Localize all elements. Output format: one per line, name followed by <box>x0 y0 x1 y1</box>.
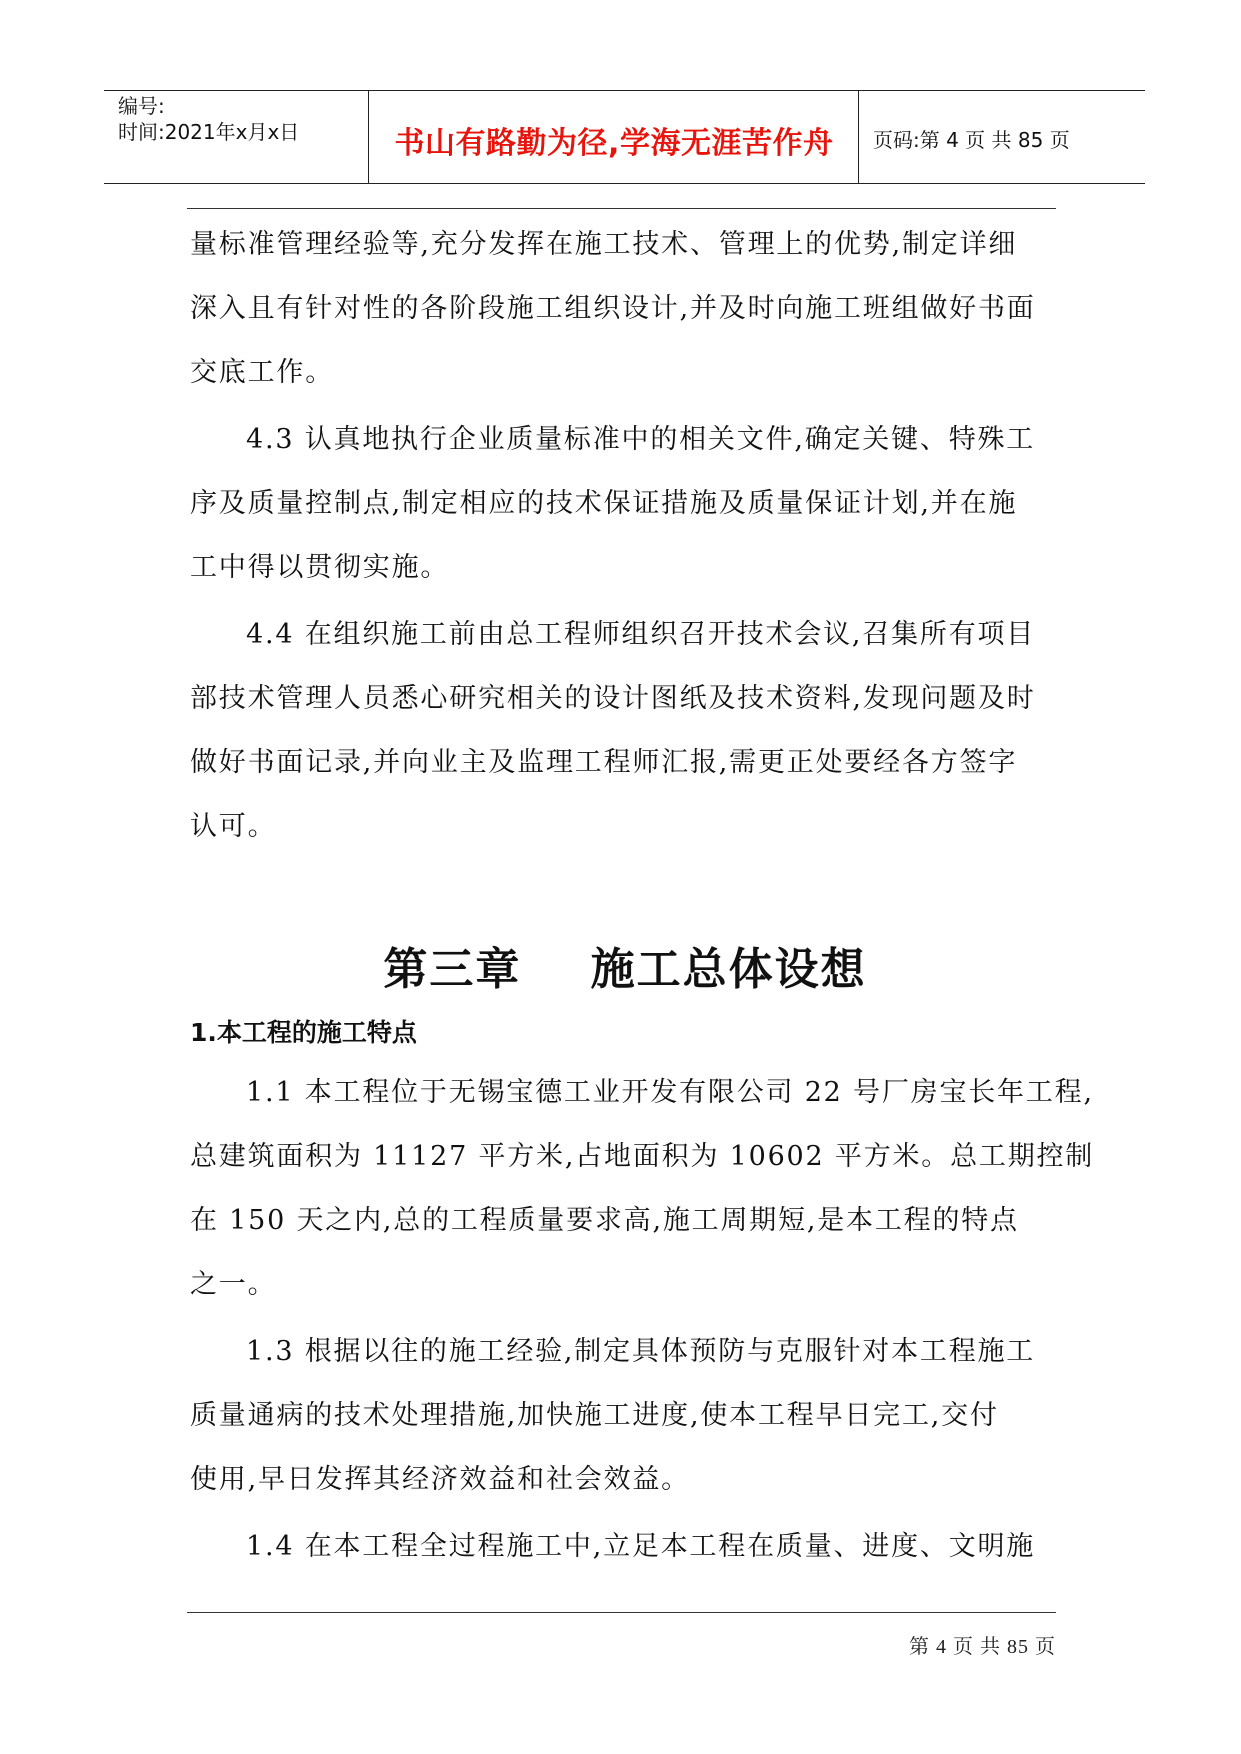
body-line: 4.3 认真地执行企业质量标准中的相关文件,确定关键、特殊工 <box>246 424 1036 455</box>
section-line: 在 150 天之内,总的工程质量要求高,施工周期短,是本工程的特点 <box>190 1205 1019 1236</box>
header-divider-right <box>858 90 859 183</box>
header-number-label: 编号: <box>118 94 165 118</box>
header-top-border <box>104 90 1145 91</box>
body-line: 工中得以贯彻实施。 <box>190 552 450 583</box>
section-line: 之一。 <box>190 1269 277 1300</box>
body-line: 做好书面记录,并向业主及监理工程师汇报,需更正处要经各方签字 <box>190 747 1018 778</box>
section-line: 质量通病的技术处理措施,加快施工进度,使本工程早日完工,交付 <box>190 1400 999 1431</box>
header-page-info: 页码:第 4 页 共 85 页 <box>873 128 1070 152</box>
page-footer-rule <box>187 1612 1056 1613</box>
body-line: 量标准管理经验等,充分发挥在施工技术、管理上的优势,制定详细 <box>190 229 1018 260</box>
section-line: 使用,早日发挥其经济效益和社会效益。 <box>190 1464 690 1495</box>
section-line: 1.1 本工程位于无锡宝德工业开发有限公司 22 号厂房宝长年工程, <box>246 1077 1094 1108</box>
header-divider-left <box>368 90 369 183</box>
header-motto: 书山有路勤为径,学海无涯苦作舟 <box>394 126 834 161</box>
header-time-label: 时间:2021年x月x日 <box>118 120 300 144</box>
body-line: 4.4 在组织施工前由总工程师组织召开技术会议,召集所有项目 <box>246 619 1036 650</box>
body-line: 部技术管理人员悉心研究相关的设计图纸及技术资料,发现问题及时 <box>190 683 1036 714</box>
section-line: 总建筑面积为 11127 平方米,占地面积为 10602 平方米。总工期控制 <box>190 1141 1095 1172</box>
body-line: 深入且有针对性的各阶段施工组织设计,并及时向施工班组做好书面 <box>190 293 1036 324</box>
page-footer-number: 第 4 页 共 85 页 <box>909 1636 1056 1658</box>
body-line: 认可。 <box>190 811 277 842</box>
body-line: 序及质量控制点,制定相应的技术保证措施及质量保证计划,并在施 <box>190 488 1018 519</box>
header-bottom-border <box>104 183 1145 184</box>
section-line: 1.4 在本工程全过程施工中,立足本工程在质量、进度、文明施 <box>246 1531 1036 1562</box>
section-title: 1.本工程的施工特点 <box>190 1018 417 1047</box>
section-line: 1.3 根据以往的施工经验,制定具体预防与克服针对本工程施工 <box>246 1336 1036 1367</box>
body-line: 交底工作。 <box>190 357 334 388</box>
chapter-title: 第三章 施工总体设想 <box>383 944 867 995</box>
page-header-rule <box>187 208 1056 209</box>
